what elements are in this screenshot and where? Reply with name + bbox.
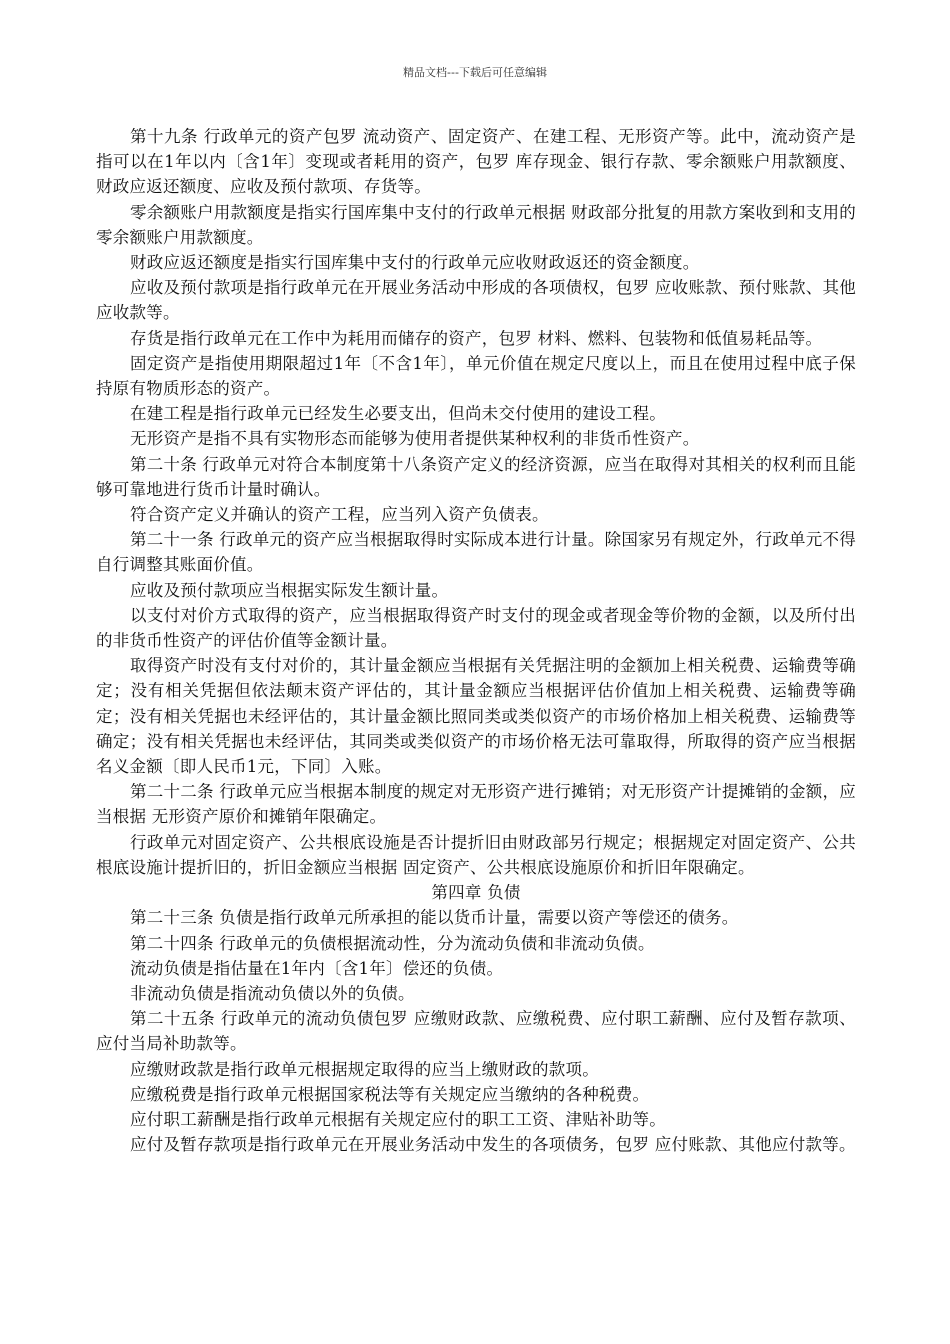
paragraph: 第二十二条 行政单元应当根据本制度的规定对无形资产进行摊销；对无形资产计提摊销的金额，应当根据 无形资产原价和摊销年限确定。 xyxy=(96,782,856,827)
paragraph: 应缴财政款是指行政单元根据规定取得的应当上缴财政的款项。 xyxy=(130,1059,599,1079)
paragraph: 第二十四条 行政单元的负债根据流动性，分为流动负债和非流动负债。 xyxy=(130,933,655,953)
paragraph: 应收及预付款项是指行政单元在开展业务活动中形成的各项债权，包罗 应收账款、预付账款、其他应收款等。 xyxy=(96,278,856,323)
document-body xyxy=(96,124,856,1157)
paragraph: 第二十条 行政单元对符合本制度第十八条资产定义的经济资源，应当在取得对其相关的权利而且能够可靠地进行货币计量时确认。 xyxy=(96,454,856,499)
page-header: 精品文档---下载后可任意编辑 xyxy=(403,66,547,79)
paragraph: 第二十三条 负债是指行政单元所承担的能以货币计量，需要以资产等偿还的债务。 xyxy=(130,908,739,928)
paragraph: 流动负债是指估量在1年内〔含1年〕偿还的负债。 xyxy=(130,958,504,978)
paragraph: 第二十五条 行政单元的流动负债包罗 应缴财政款、应缴税费、应付职工薪酬、应付及暂存款项、应付当局补助款等。 xyxy=(96,1009,856,1054)
paragraph: 第十九条 行政单元的资产包罗 流动资产、固定资产、在建工程、无形资产等。此中，流动资产是指可以在1年以内〔含1年〕变现或者耗用的资产，包罗 库存现金、银行存款、零余额账户用款额度、财政应返还额度、应收及预付款项、存货等。 xyxy=(96,127,856,197)
paragraph: 取得资产时没有支付对价的，其计量金额应当根据有关凭据注明的金额加上相关税费、运输费等确定；没有相关凭据但依法颠末资产评估的，其计量金额应当根据评估价值加上相关税费、运输费等确定；没有相关凭据也未经评估的，其计量金额比照同类或类似资产的市场价格加上相关税费、运输费等确定；没有相关凭据也未经评估，其同类或类似资产的市场价格无法可靠取得，所取得的资产应当根据名义金额〔即人民币1元，下同〕入账。 xyxy=(96,656,856,777)
paragraph: 应收及预付款项应当根据实际发生额计量。 xyxy=(130,580,449,600)
paragraph: 存货是指行政单元在工作中为耗用而储存的资产，包罗 材料、燃料、包装物和低值易耗品等。 xyxy=(130,328,823,348)
paragraph: 应付职工薪酬是指行政单元根据有关规定应付的职工工资、津贴补助等。 xyxy=(130,1109,666,1129)
paragraph: 以支付对价方式取得的资产，应当根据取得资产时支付的现金或者现金等价物的金额，以及所付出的非货币性资产的评估价值等金额计量。 xyxy=(96,605,856,651)
paragraph: 应缴税费是指行政单元根据国家税法等有关规定应当缴纳的各种税费。 xyxy=(130,1084,650,1104)
paragraph: 符合资产定义并确认的资产工程，应当列入资产负债表。 xyxy=(130,505,549,525)
paragraph: 非流动负债是指流动负债以外的负债。 xyxy=(130,983,415,1003)
paragraph: 在建工程是指行政单元已经发生必要支出，但尚未交付使用的建设工程。 xyxy=(130,404,666,424)
paragraph: 固定资产是指使用期限超过1年〔不含1年〕，单元价值在规定尺度以上，而且在使用过程中底子保持原有物质形态的资产。 xyxy=(96,353,856,399)
chapter-title: 第四章 负债 xyxy=(431,883,521,903)
paragraph: 无形资产是指不具有实物形态而能够为使用者提供某种权利的非货币性资产。 xyxy=(130,429,700,449)
paragraph: 第二十一条 行政单元的资产应当根据取得时实际成本进行计量。除国家另有规定外，行政单元不得自行调整其账面价值。 xyxy=(96,530,856,575)
paragraph: 行政单元对固定资产、公共根底设施是否计提折旧由财政部另行规定；根据规定对固定资产、公共根底设施计提折旧的，折旧金额应当根据 固定资产、公共根底设施原价和折旧年限确定。 xyxy=(96,832,856,877)
paragraph: 应付及暂存款项是指行政单元在开展业务活动中发生的各项债务，包罗 应付账款、其他应付款等。 xyxy=(130,1135,856,1155)
paragraph: 零余额账户用款额度是指实行国库集中支付的行政单元根据 财政部分批复的用款方案收到和支用的零余额账户用款额度。 xyxy=(96,202,856,247)
paragraph: 财政应返还额度是指实行国库集中支付的行政单元应收财政返还的资金额度。 xyxy=(130,253,700,273)
